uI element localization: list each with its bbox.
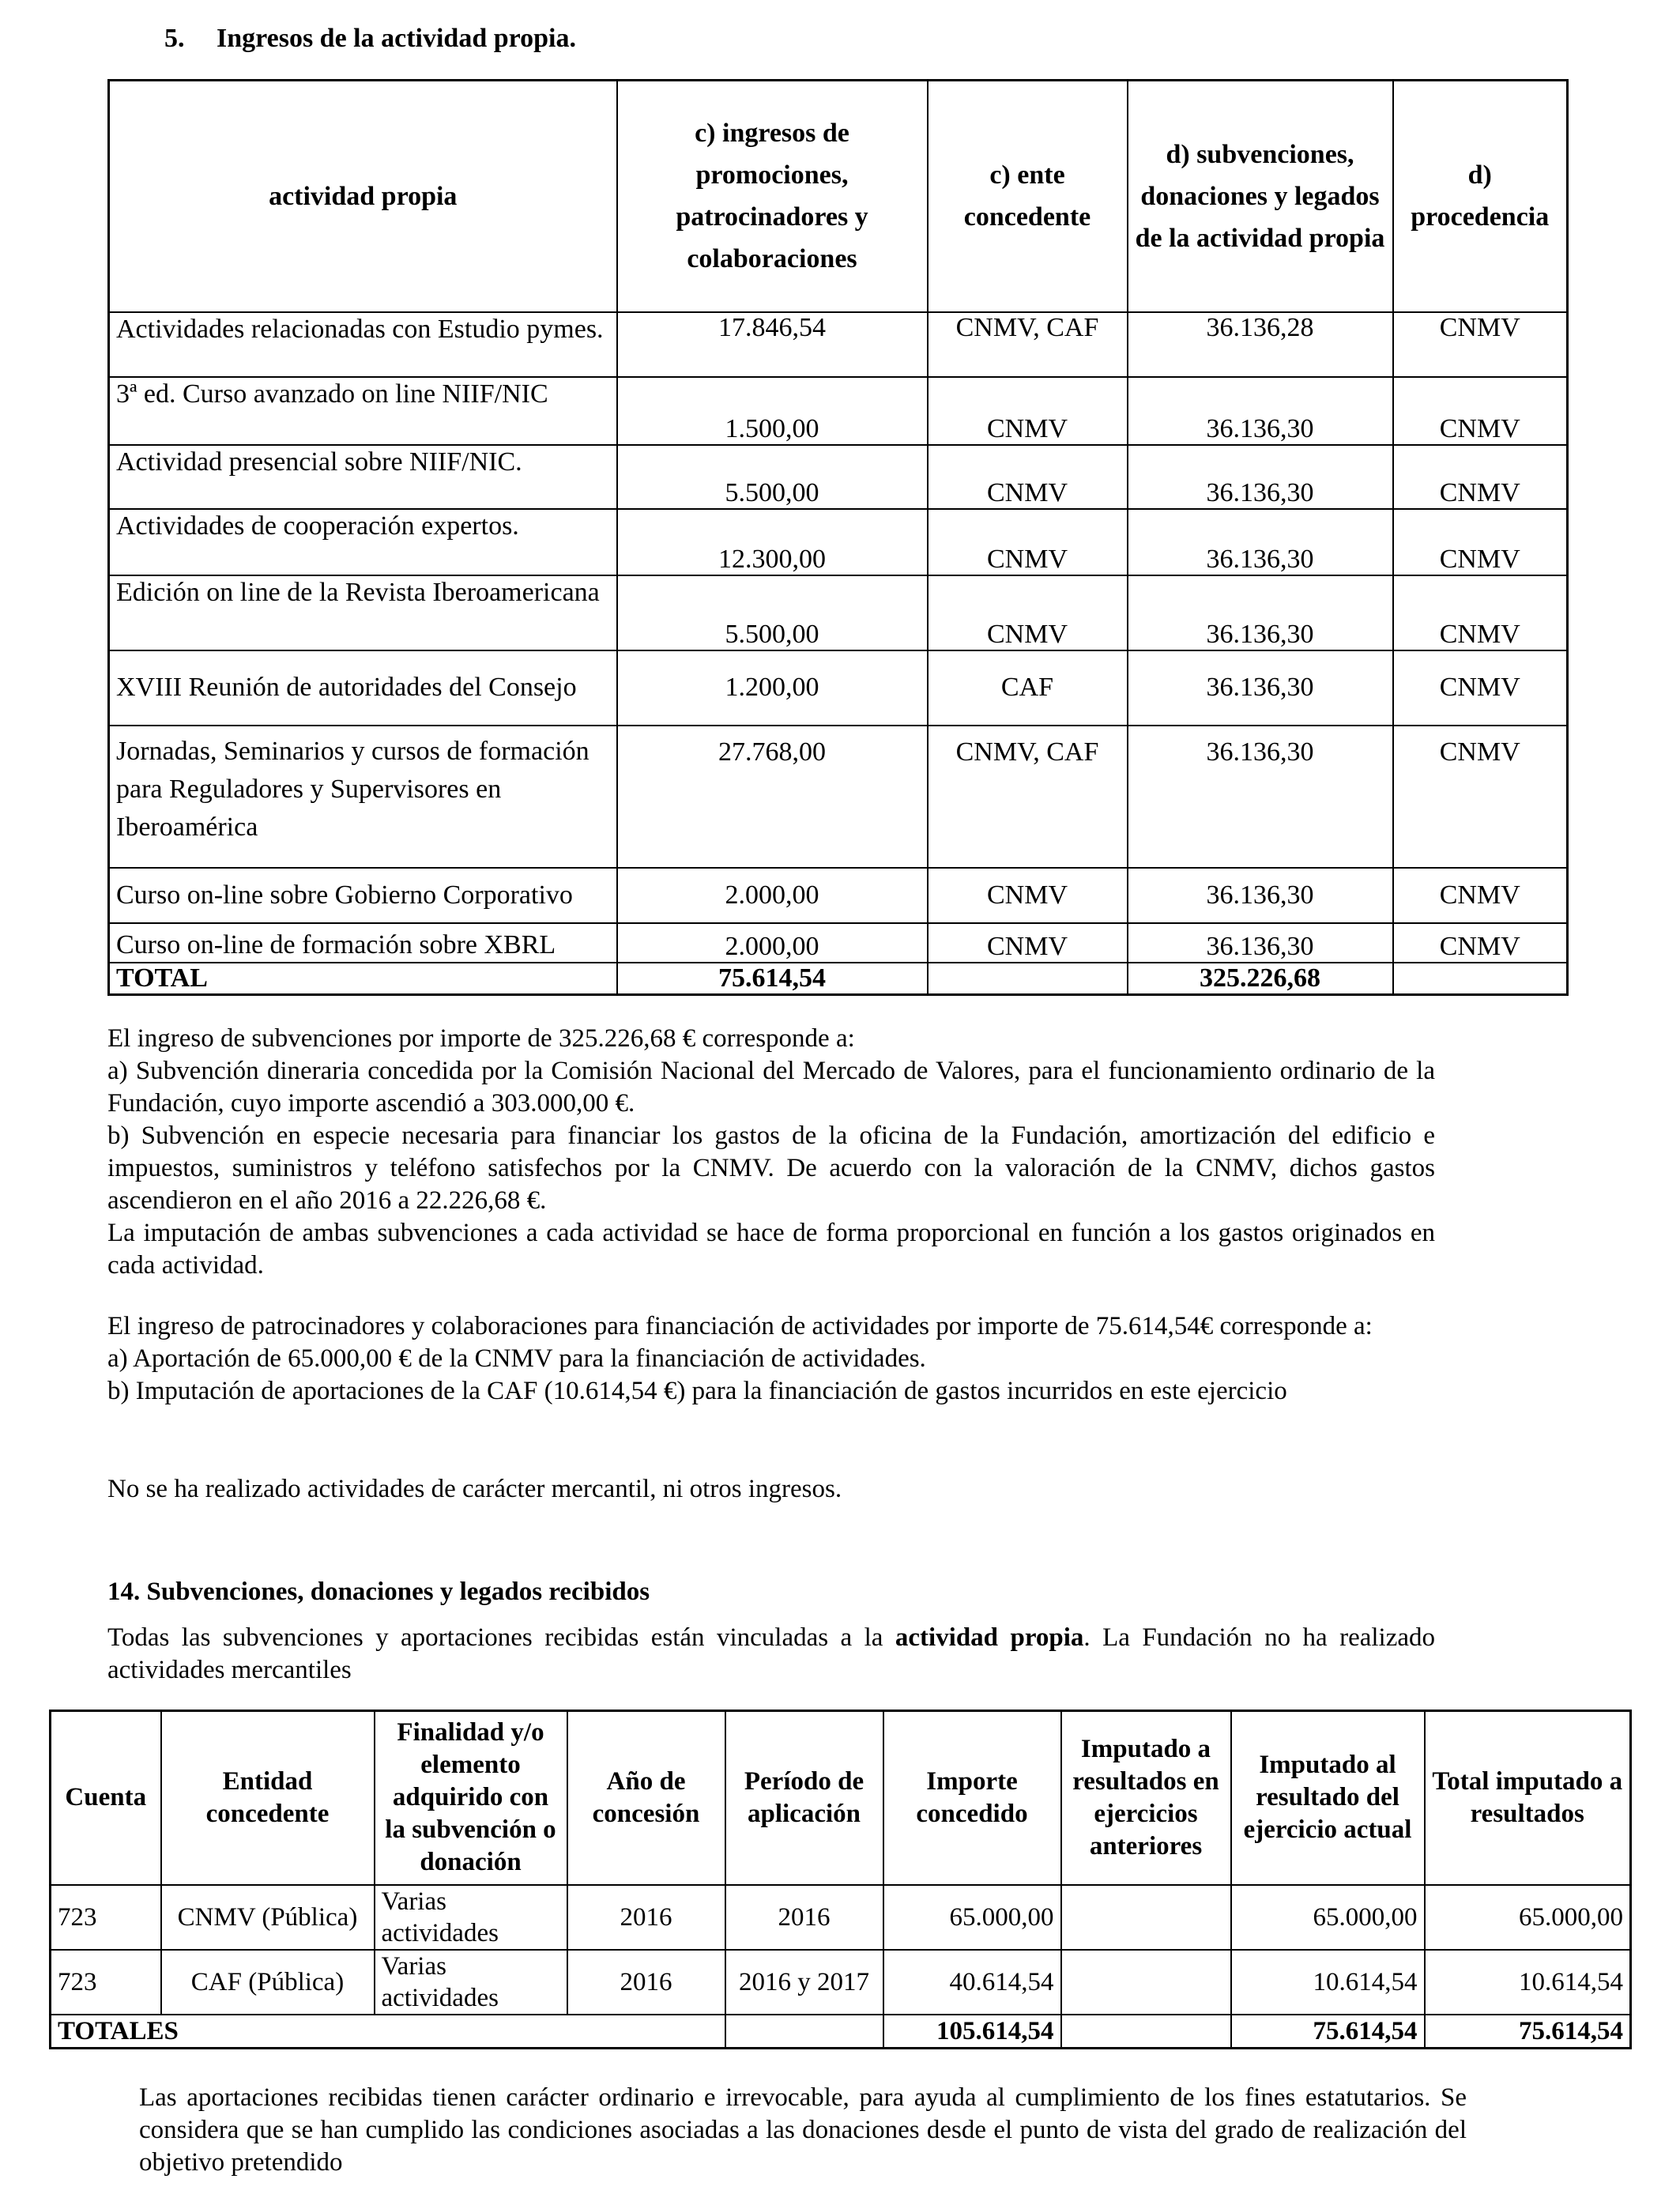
- table-row: [109, 312, 1568, 377]
- cell-subvenciones: 36.136,30: [1128, 509, 1393, 575]
- header-actividad-propia: actividad propia: [109, 81, 617, 312]
- cell-cuenta: 723: [51, 1950, 161, 2015]
- cell-anteriores: [1061, 1885, 1231, 1950]
- header-ente-concedente: c) ente concedente: [928, 81, 1128, 312]
- header-cuenta: Cuenta: [51, 1711, 161, 1885]
- cell-importe: 40.614,54: [883, 1950, 1061, 2015]
- cell-entidad: CNMV (Pública): [161, 1885, 375, 1950]
- table2-totals-row: [51, 2015, 1631, 2049]
- header-importe-concedido: Importe concedido: [883, 1711, 1061, 1885]
- header-periodo-aplicacion: Período de aplicación: [725, 1711, 883, 1885]
- cell-importe: 65.000,00: [883, 1885, 1061, 1950]
- cell-procedencia: CNMV: [1393, 377, 1568, 445]
- totals-total: 75.614,54: [1425, 2015, 1631, 2049]
- cell-subvenciones: 36.136,30: [1128, 650, 1393, 726]
- table-row: [109, 726, 1568, 868]
- no-mercantil-note: [107, 1473, 1435, 1506]
- subvenciones-recibidas-table: [49, 1710, 1632, 2049]
- cell-actividad: Edición on line de la Revista Iberoamericana: [109, 575, 617, 650]
- cell-subvenciones: 36.136,30: [1128, 726, 1393, 868]
- cell-subvenciones: 36.136,30: [1128, 575, 1393, 650]
- cell-total: 65.000,00: [1425, 1885, 1631, 1950]
- totals-anteriores-empty: [1061, 2015, 1231, 2049]
- cell-ente: CNMV: [928, 509, 1128, 575]
- intro-bold-text: actividad propia: [895, 1623, 1084, 1652]
- section-5-title: Ingresos de la actividad propia.: [217, 24, 576, 53]
- cell-entidad: CAF (Pública): [161, 1950, 375, 2015]
- cell-ingresos: 2.000,00: [617, 923, 928, 963]
- cell-procedencia: CNMV: [1393, 445, 1568, 509]
- header-imputado-actual: Imputado al resultado del ejercicio actual: [1231, 1711, 1425, 1885]
- section-5-heading: [164, 24, 576, 54]
- cell-actual: 65.000,00: [1231, 1885, 1425, 1950]
- cell-procedencia: CNMV: [1393, 509, 1568, 575]
- total-ingresos: 75.614,54: [617, 963, 928, 995]
- paragraph: [107, 1622, 1435, 1687]
- patrocinadores-explanation: [107, 1310, 1435, 1408]
- cell-ente: CNMV: [928, 445, 1128, 509]
- total-ente: [928, 963, 1128, 995]
- header-procedencia: d) procedencia: [1393, 81, 1568, 312]
- paragraph: La imputación de ambas subvenciones a cada actividad se hace de forma proporcional en función a los gastos originados en cada actividad.: [107, 1219, 1435, 1280]
- table-row: [109, 650, 1568, 726]
- cell-procedencia: CNMV: [1393, 575, 1568, 650]
- cell-actividad: XVIII Reunión de autoridades del Consejo: [109, 650, 617, 726]
- table-row: [109, 377, 1568, 445]
- total-label: TOTAL: [109, 963, 617, 995]
- cell-actividad: Actividades de cooperación expertos.: [109, 509, 617, 575]
- paragraph: No se ha realizado actividades de carácter mercantil, ni otros ingresos.: [107, 1475, 842, 1503]
- table1-total-row: [109, 963, 1568, 995]
- cell-actividad: Curso on-line de formación sobre XBRL: [109, 923, 617, 963]
- cell-procedencia: CNMV: [1393, 650, 1568, 726]
- total-subvenciones: 325.226,68: [1128, 963, 1393, 995]
- header-total-imputado: Total imputado a resultados: [1425, 1711, 1631, 1885]
- cell-ente: CNMV: [928, 868, 1128, 923]
- cell-actividad: 3ª ed. Curso avanzado on line NIIF/NIC: [109, 377, 617, 445]
- totals-importe: 105.614,54: [883, 2015, 1061, 2049]
- total-procedencia: [1393, 963, 1568, 995]
- cell-ingresos: 27.768,00: [617, 726, 928, 868]
- section-5-number: 5.: [164, 24, 185, 53]
- table-row: [109, 923, 1568, 963]
- totals-label: TOTALES: [51, 2015, 725, 2049]
- header-imputado-anteriores: Imputado a resultados en ejercicios anteriores: [1061, 1711, 1231, 1885]
- section-14-heading: 14. Subvenciones, donaciones y legados recibidos: [107, 1578, 650, 1606]
- table-row: [109, 868, 1568, 923]
- cell-procedencia: CNMV: [1393, 312, 1568, 377]
- totals-periodo-empty: [725, 2015, 883, 2049]
- cell-anio: 2016: [567, 1950, 725, 2015]
- cell-total: 10.614,54: [1425, 1950, 1631, 2015]
- totals-actual: 75.614,54: [1231, 2015, 1425, 2049]
- cell-finalidad: Varias actividades: [375, 1950, 567, 2015]
- cell-actual: 10.614,54: [1231, 1950, 1425, 2015]
- cell-ingresos: 17.846,54: [617, 312, 928, 377]
- cell-ingresos: 1.200,00: [617, 650, 928, 726]
- table-row: [109, 575, 1568, 650]
- header-ingresos-promociones: c) ingresos de promociones, patrocinadores y colaboraciones: [617, 81, 928, 312]
- paragraph: El ingreso de subvenciones por importe de 325.226,68 € corresponde a:: [107, 1024, 855, 1053]
- cell-finalidad: Varias actividades: [375, 1885, 567, 1950]
- paragraph: El ingreso de patrocinadores y colaboraciones para financiación de actividades por importe de 75.614,54€ corresponde a:: [107, 1312, 1373, 1340]
- cell-procedencia: CNMV: [1393, 868, 1568, 923]
- cell-subvenciones: 36.136,30: [1128, 923, 1393, 963]
- cell-subvenciones: 36.136,28: [1128, 312, 1393, 377]
- cell-procedencia: CNMV: [1393, 923, 1568, 963]
- header-entidad-concedente: Entidad concedente: [161, 1711, 375, 1885]
- table-row: [51, 1885, 1631, 1950]
- table-row: [51, 1950, 1631, 2015]
- cell-actividad: Actividades relacionadas con Estudio pymes.: [109, 312, 617, 377]
- intro-text-end: . La Fundación no ha realizado actividades mercantiles: [107, 1623, 1435, 1684]
- cell-subvenciones: 36.136,30: [1128, 377, 1393, 445]
- cell-anio: 2016: [567, 1885, 725, 1950]
- cell-ingresos: 12.300,00: [617, 509, 928, 575]
- cell-ente: CNMV: [928, 575, 1128, 650]
- header-finalidad: Finalidad y/o elemento adquirido con la subvención o donación: [375, 1711, 567, 1885]
- cell-ingresos: 2.000,00: [617, 868, 928, 923]
- cell-actividad: Actividad presencial sobre NIIF/NIC.: [109, 445, 617, 509]
- intro-text: Todas las subvenciones y aportaciones recibidas están vinculadas a la: [107, 1623, 895, 1652]
- cell-anteriores: [1061, 1950, 1231, 2015]
- ingresos-actividad-table: [107, 79, 1569, 996]
- cell-actividad: Curso on-line sobre Gobierno Corporativo: [109, 868, 617, 923]
- cell-actividad: Jornadas, Seminarios y cursos de formación para Reguladores y Supervisores en Iberoamérica: [109, 726, 617, 868]
- paragraph: b) Imputación de aportaciones de la CAF (10.614,54 €) para la financiación de gastos incurridos en este ejercicio: [107, 1377, 1287, 1405]
- table-row: [109, 509, 1568, 575]
- header-anio-concesion: Año de concesión: [567, 1711, 725, 1885]
- cell-ingresos: 5.500,00: [617, 445, 928, 509]
- cell-subvenciones: 36.136,30: [1128, 868, 1393, 923]
- cell-ente: CNMV: [928, 923, 1128, 963]
- cell-subvenciones: 36.136,30: [1128, 445, 1393, 509]
- subvenciones-explanation: [107, 1023, 1435, 1282]
- table-row: [109, 445, 1568, 509]
- cell-ingresos: 5.500,00: [617, 575, 928, 650]
- table1-header-row: [109, 81, 1568, 312]
- header-subvenciones: d) subvenciones, donaciones y legados de la actividad propia: [1128, 81, 1393, 312]
- paragraph: a) Subvención dineraria concedida por la Comisión Nacional del Mercado de Valores, para el funcionamiento ordinario de la Fundación, cuyo importe ascendió a 303.000,00 €.: [107, 1057, 1435, 1118]
- cell-periodo: 2016 y 2017: [725, 1950, 883, 2015]
- section-14-intro: [107, 1622, 1435, 1687]
- table2-header-row: [51, 1711, 1631, 1885]
- cell-ente: CNMV, CAF: [928, 726, 1128, 868]
- aportaciones-note: Las aportaciones recibidas tienen carácter ordinario e irrevocable, para ayuda al cumplimiento de los fines estatutarios. Se considera que se han cumplido las condiciones asociadas a las donaciones desde el punto de vista del grado de realización del objetivo pretendido: [139, 2083, 1467, 2177]
- cell-cuenta: 723: [51, 1885, 161, 1950]
- cell-ente: CNMV, CAF: [928, 312, 1128, 377]
- cell-periodo: 2016: [725, 1885, 883, 1950]
- cell-ente: CNMV: [928, 377, 1128, 445]
- paragraph: a) Aportación de 65.000,00 € de la CNMV para la financiación de actividades.: [107, 1344, 926, 1373]
- cell-ingresos: 1.500,00: [617, 377, 928, 445]
- cell-procedencia: CNMV: [1393, 726, 1568, 868]
- cell-ente: CAF: [928, 650, 1128, 726]
- paragraph: b) Subvención en especie necesaria para financiar los gastos de la oficina de la Fundación, amortización del edificio e impuestos, suministros y teléfono satisfechos por la CNMV. De acuerdo con la valoración de la CNMV, dichos gastos ascendieron en el año 2016 a 22.226,68 €.: [107, 1122, 1435, 1215]
